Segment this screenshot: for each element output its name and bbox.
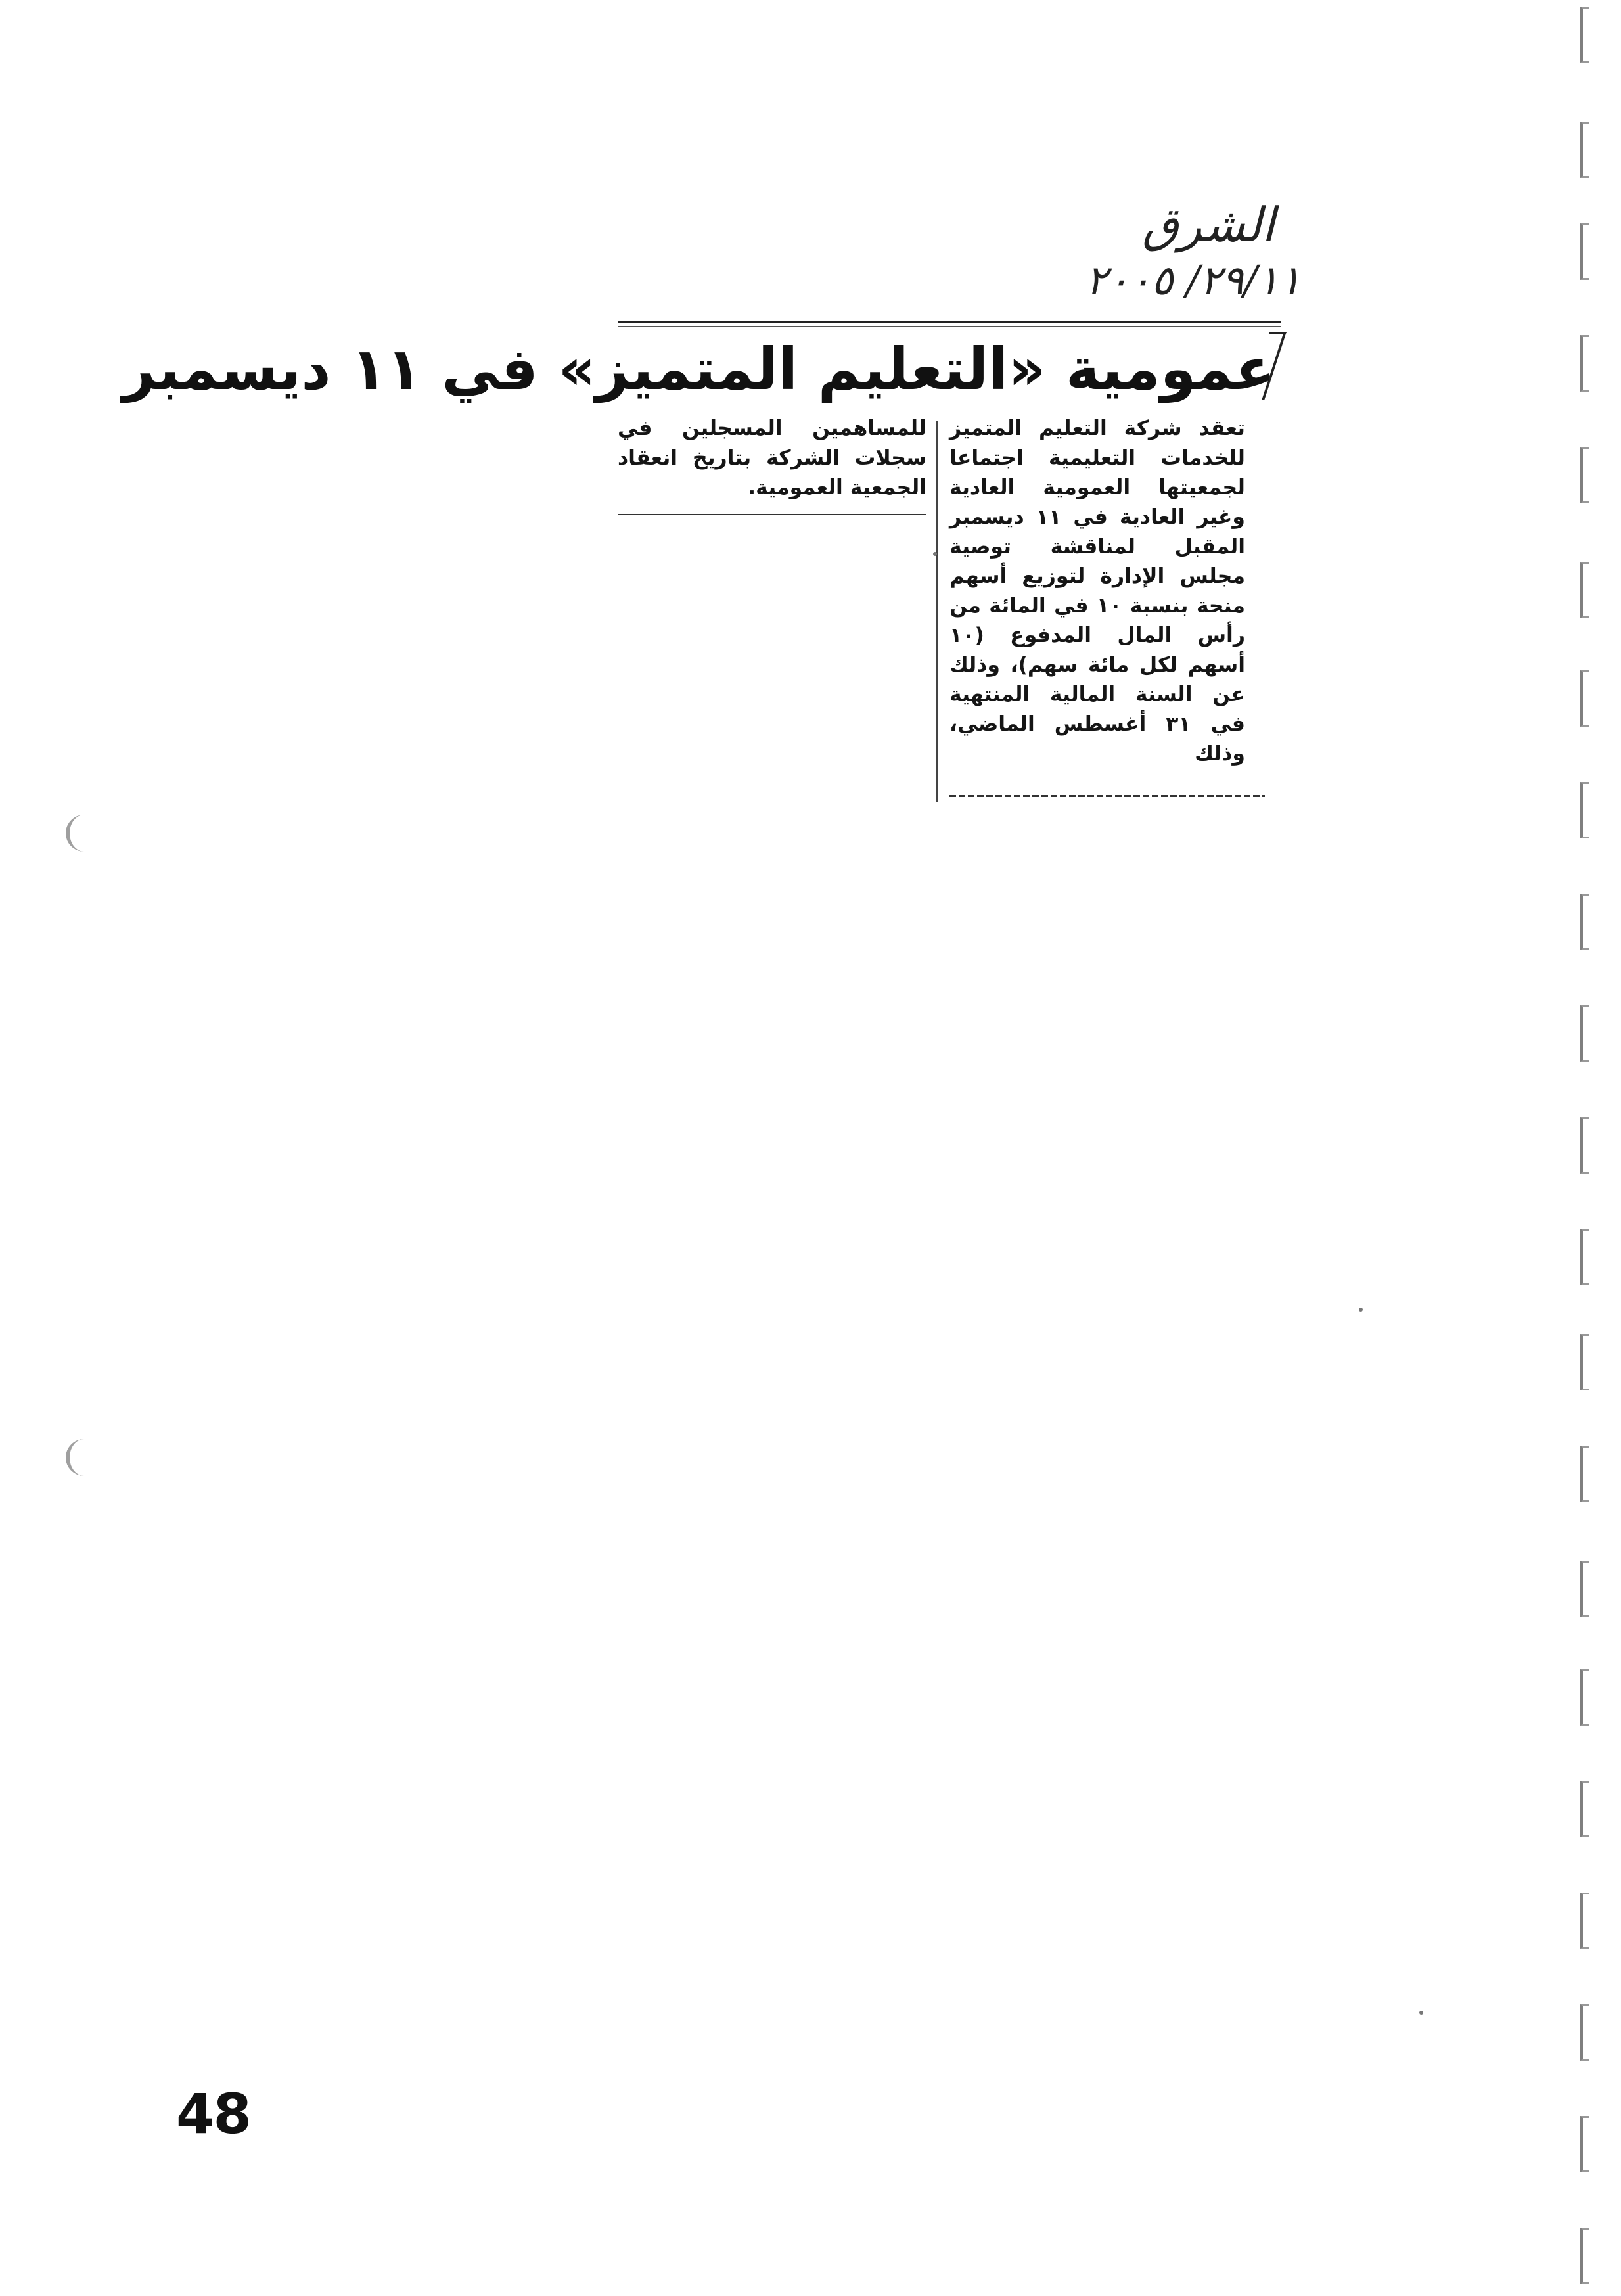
article-column-left bbox=[618, 414, 926, 513]
page-number: 48 bbox=[176, 2082, 250, 2146]
scan-speck bbox=[1359, 1308, 1363, 1312]
scan-speck bbox=[1419, 2011, 1423, 2015]
handwritten-source: الشرق bbox=[1142, 197, 1275, 252]
binder-hole-bottom bbox=[66, 1439, 96, 1476]
bottom-rule bbox=[949, 795, 1265, 797]
top-rule-thin bbox=[618, 326, 1281, 327]
article-column-right bbox=[949, 414, 1245, 802]
binder-hole-top bbox=[66, 815, 96, 852]
column-left-text: للمساهمين المسجلين في سجلات الشركة بتاريخ انعقاد الجمعية العمومية. bbox=[618, 417, 926, 499]
scan-speck bbox=[933, 552, 937, 556]
handwritten-date: ٢٩/١١/ ٢٠٠٥ bbox=[1085, 256, 1301, 304]
handwritten-annotation bbox=[959, 197, 1301, 315]
top-rule bbox=[618, 321, 1281, 323]
binder-edge bbox=[1580, 0, 1607, 2296]
newspaper-clipping bbox=[122, 315, 1294, 815]
column-divider bbox=[936, 421, 938, 802]
column-left-rule bbox=[618, 514, 926, 515]
article-headline: عمومية «التعليم المتميز» في ١١ ديسمبر bbox=[122, 335, 1275, 403]
column-right-text: تعقد شركة التعليم المتميز للخدمات التعليمية اجتماعا لجمعيتها العمومية العادية وغير العادية في ١١ ديسمبر المقبل لمناقشة توصية مجلس الإدارة لتوزيع أسهم منحة بنسبة ١٠ في المائة من رأس المال المدفوع (١٠ أسهم لكل مائة سهم)، وذلك عن السنة المالية المنتهية في ٣١ أغسطس الماضي، وذلك bbox=[949, 417, 1245, 766]
